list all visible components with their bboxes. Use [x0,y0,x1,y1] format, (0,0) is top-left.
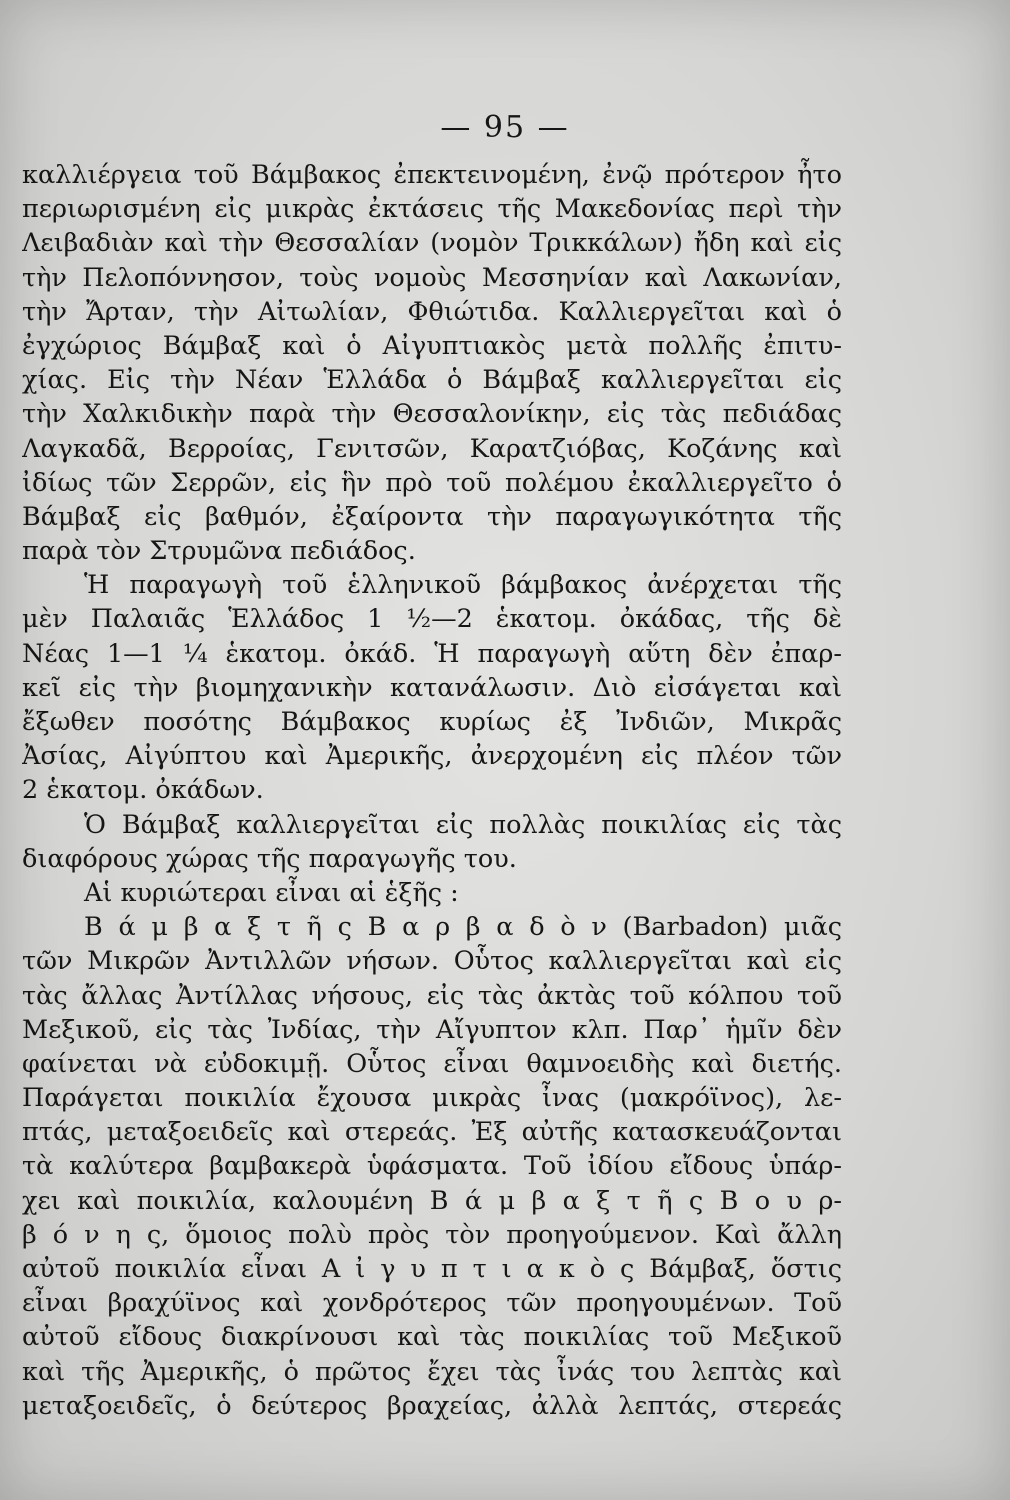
text-line: τὴν Ἄρταν, τὴν Αἰτωλίαν, Φθιώτιδα. Καλλιεργεῖται καὶ ὁ [22,296,842,327]
text-line: διαφόρους χώρας τῆς παραγωγῆς του. [22,843,517,874]
text-line: αὐτοῦ ποικιλία εἶναι Α ἰ γ υ π τ ι α κ ὸ ς Βάμβαξ, ὅστις [22,1254,842,1284]
text-line: κεῖ εἰς τὴν βιομηχανικὴν κατανάλωσιν. Διὸ εἰσάγεται καὶ [22,672,842,703]
text-line: παρὰ τὸν Στρυμῶνα πεδιάδος. [22,536,416,567]
text-line: τὴν Χαλκιδικὴν παρὰ τὴν Θεσσαλονίκην, εἰς τὰς πεδιάδας [22,399,842,430]
text-line: Νέας 1—1 ¼ ἑκατομ. ὀκάδ. Ἡ παραγωγὴ αὕτη δὲν ἐπαρ- [22,638,842,669]
body-text [22,158,842,1423]
text-line: καὶ τῆς Ἀμερικῆς, ὁ πρῶτος ἔχει τὰς ἶνάς του λεπτὰς καὶ [22,1356,842,1387]
text-line: Μεξικοῦ, εἰς τὰς Ἰνδίας, τὴν Αἴγυπτον κλπ. Παρ᾿ ἡμῖν δὲν [22,1014,842,1045]
text-line: 2 ἑκατομ. ὀκάδων. [22,775,264,806]
text-line: μεταξοειδεῖς, ὁ δεύτερος βραχείας, ἀλλὰ λεπτάς, στερεάς [22,1390,842,1421]
text-line: αὐτοῦ εἴδους διακρίνουσι καὶ τὰς ποικιλίας τοῦ Μεξικοῦ [22,1322,842,1353]
text-line: εἶναι βραχύϊνος καὶ χονδρότερος τῶν προηγουμένων. Τοῦ [22,1288,842,1319]
text-line: Β ά μ β α ξ τ ῆ ς Β α ρ β α δ ὸ ν (Barbadon) μιᾶς [84,912,842,943]
page-number: — 95 — [440,110,570,145]
text-line: ἔξωθεν ποσότης Βάμβακος κυρίως ἐξ Ἰνδιῶν, Μικρᾶς [22,707,842,737]
text-line: τὰ καλύτερα βαμβακερὰ ὑφάσματα. Τοῦ ἰδίου εἴδους ὑπάρ- [22,1151,842,1182]
text-line: πτάς, μεταξοειδεῖς καὶ στερεάς. Ἐξ αὐτῆς κατασκευάζονται [22,1117,842,1148]
text-line: Αἱ κυριώτεραι εἶναι αἱ ἑξῆς : [84,877,459,908]
text-line: Παράγεται ποικιλία ἔχουσα μικρὰς ἶνας (μακρόϊνος), λε- [22,1083,842,1114]
text-line: χει καὶ ποικιλία, καλουμένη Β ά μ β α ξ τ ῆ ς Β ο υ ρ- [22,1185,842,1216]
text-line: περιωρισμένη εἰς μικρὰς ἐκτάσεις τῆς Μακεδονίας περὶ τὴν [22,194,842,225]
text-line: β ό ν η ς, ὅμοιος πολὺ πρὸς τὸν προηγούμενον. Καὶ ἄλλη [22,1219,842,1250]
text-line: χίας. Εἰς τὴν Νέαν Ἑλλάδα ὁ Βάμβαξ καλλιεργεῖται εἰς [22,365,842,396]
text-line: Λαγκαδᾶ, Βερροίας, Γενιτσῶν, Καρατζιόβας, Κοζάνης καὶ [22,433,842,464]
text-line: ἐγχώριος Βάμβαξ καὶ ὁ Αἰγυπτιακὸς μετὰ πολλῆς ἐπιτυ- [22,330,842,361]
text-line: μὲν Παλαιᾶς Ἑλλάδος 1 ½—2 ἑκατομ. ὀκάδας, τῆς δὲ [22,604,842,635]
text-line: Ἀσίας, Αἰγύπτου καὶ Ἀμερικῆς, ἀνερχομένη εἰς πλέον τῶν [22,741,842,772]
text-line: Ἡ παραγωγὴ τοῦ ἑλληνικοῦ βάμβακος ἀνέρχεται τῆς [84,570,842,601]
text-line: τῶν Μικρῶν Ἀντιλλῶν νήσων. Οὗτος καλλιεργεῖται καὶ εἰς [22,946,842,977]
text-line: τὰς ἄλλας Ἀντίλλας νήσους, εἰς τὰς ἀκτὰς τοῦ κόλπου τοῦ [22,980,842,1011]
text-line: καλλιέργεια τοῦ Βάμβακος ἐπεκτεινομένη, ἐνῷ πρότερον ἦτο [22,160,842,190]
text-line: Βάμβαξ εἰς βαθμόν, ἐξαίροντα τὴν παραγωγικότητα τῆς [22,501,842,532]
text-line: φαίνεται νὰ εὐδοκιμῇ. Οὗτος εἶναι θαμνοειδὴς καὶ διετής. [22,1048,842,1079]
text-line: τὴν Πελοπόννησον, τοὺς νομοὺς Μεσσηνίαν καὶ Λακωνίαν, [22,262,842,293]
text-line: Λειβαδιὰν καὶ τὴν Θεσσαλίαν (νομὸν Τρικκάλων) ἤδη καὶ εἰς [22,228,842,259]
text-line: Ὁ Βάμβαξ καλλιεργεῖται εἰς πολλὰς ποικιλίας εἰς τὰς [84,809,842,840]
text-line: ἰδίως τῶν Σερρῶν, εἰς ἣν πρὸ τοῦ πολέμου ἐκαλλιεργεῖτο ὁ [22,467,842,498]
